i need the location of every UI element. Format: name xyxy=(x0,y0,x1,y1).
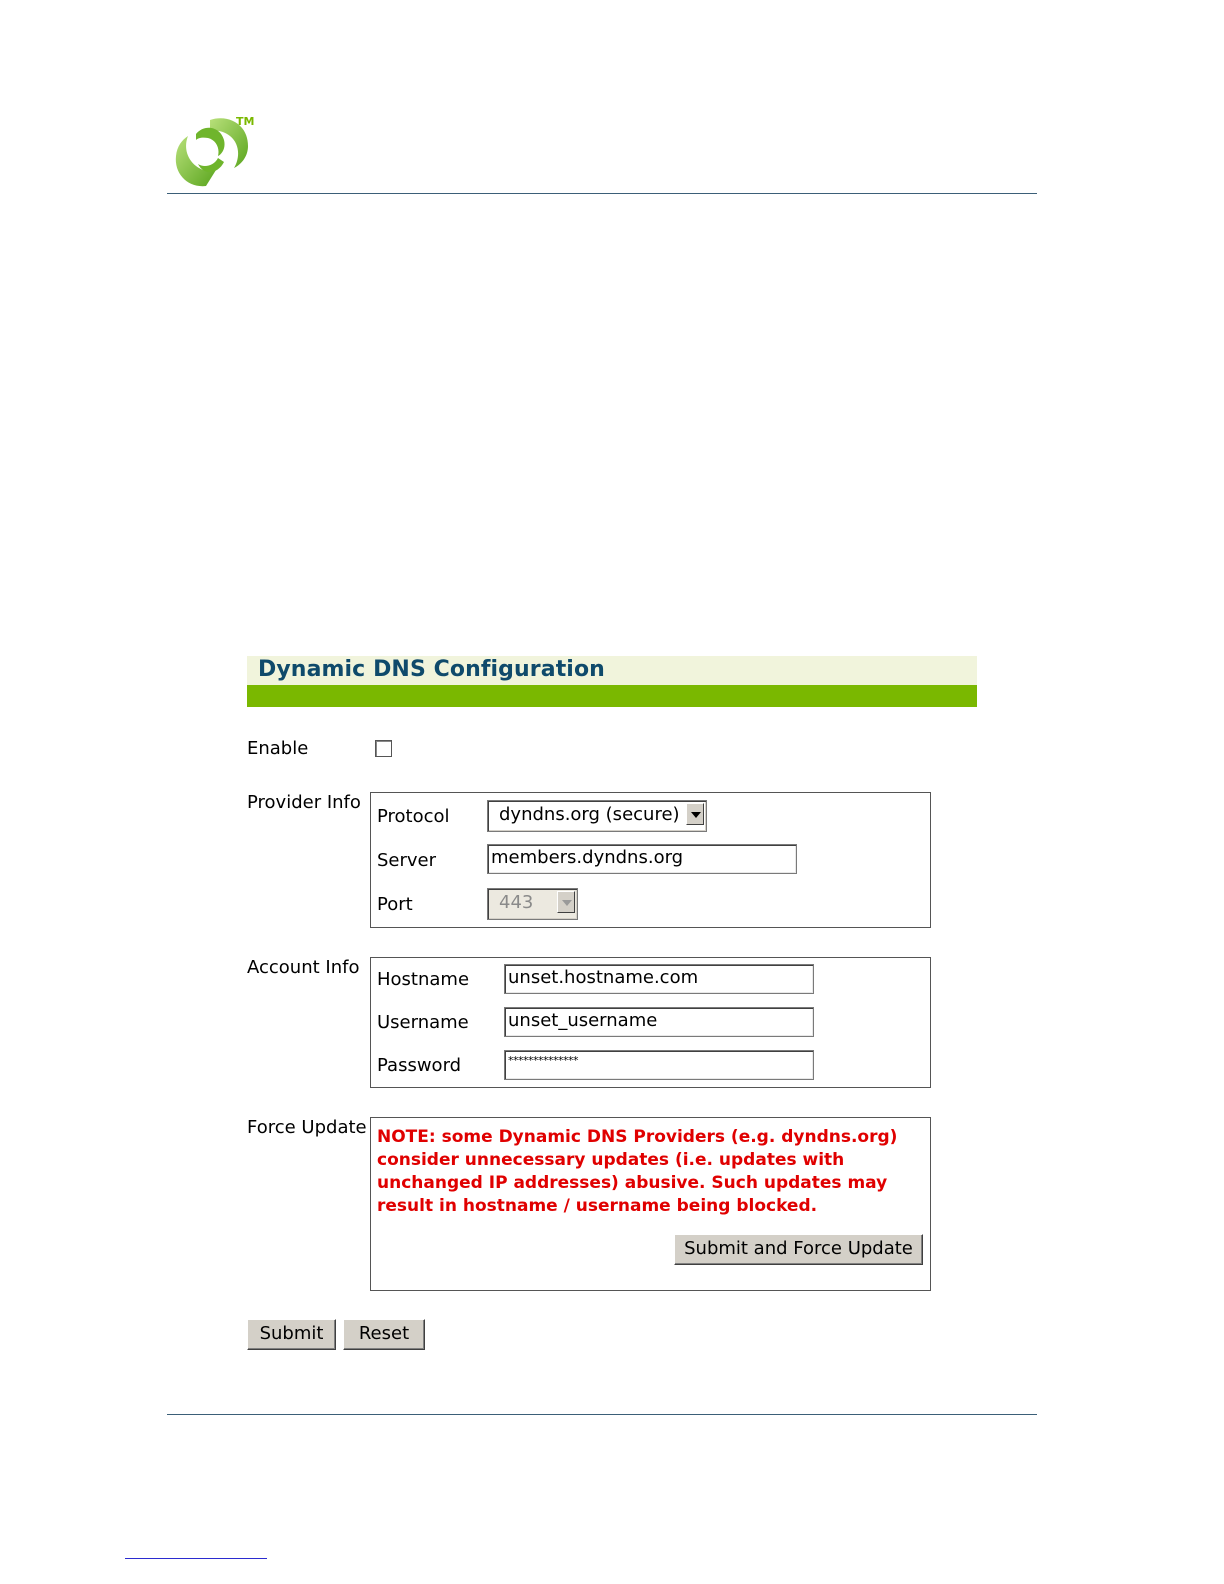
reset-button[interactable]: Reset xyxy=(343,1319,425,1350)
protocol-label: Protocol xyxy=(377,806,450,827)
chevron-down-icon[interactable] xyxy=(686,803,704,825)
chevron-down-icon[interactable] xyxy=(557,891,575,913)
force-update-warning: NOTE: some Dynamic DNS Providers (e.g. dyndns.org) consider unnecessary updates (i.e. updates with unchanged IP addresses) abusive. Such updates may result in hostname / username being blocked. xyxy=(377,1127,898,1216)
account-info-group xyxy=(370,957,931,1088)
port-label: Port xyxy=(377,894,413,915)
force-update-group xyxy=(370,1117,931,1291)
submit-force-update-button[interactable]: Submit and Force Update xyxy=(674,1234,923,1265)
header-divider xyxy=(167,193,1037,194)
trademark-mark: TM xyxy=(236,115,255,128)
account-info-label: Account Info xyxy=(247,957,360,978)
provider-info-group xyxy=(370,792,931,928)
port-selected-value: 443 xyxy=(499,892,534,913)
page-title: Dynamic DNS Configuration xyxy=(258,657,605,682)
protocol-selected-value: dyndns.org (secure) xyxy=(499,804,680,825)
force-update-label: Force Update xyxy=(247,1117,367,1138)
username-input[interactable]: unset_username xyxy=(504,1007,814,1037)
port-select[interactable] xyxy=(487,888,578,920)
header-accent-bar xyxy=(247,685,977,707)
enable-label: Enable xyxy=(247,738,309,759)
protocol-select[interactable] xyxy=(487,800,707,832)
section-header xyxy=(247,656,977,685)
server-label: Server xyxy=(377,850,437,871)
hostname-input[interactable]: unset.hostname.com xyxy=(504,964,814,994)
username-label: Username xyxy=(377,1012,469,1033)
enable-checkbox[interactable] xyxy=(375,740,392,757)
footer-divider xyxy=(167,1414,1037,1415)
company-logo xyxy=(170,112,260,192)
hostname-label: Hostname xyxy=(377,969,470,990)
provider-info-label: Provider Info xyxy=(247,792,361,813)
password-label: Password xyxy=(377,1055,462,1076)
server-input[interactable]: members.dyndns.org xyxy=(487,844,797,874)
password-input[interactable]: ************** xyxy=(504,1050,814,1080)
submit-button[interactable]: Submit xyxy=(247,1319,336,1350)
footnote-rule xyxy=(125,1558,267,1559)
